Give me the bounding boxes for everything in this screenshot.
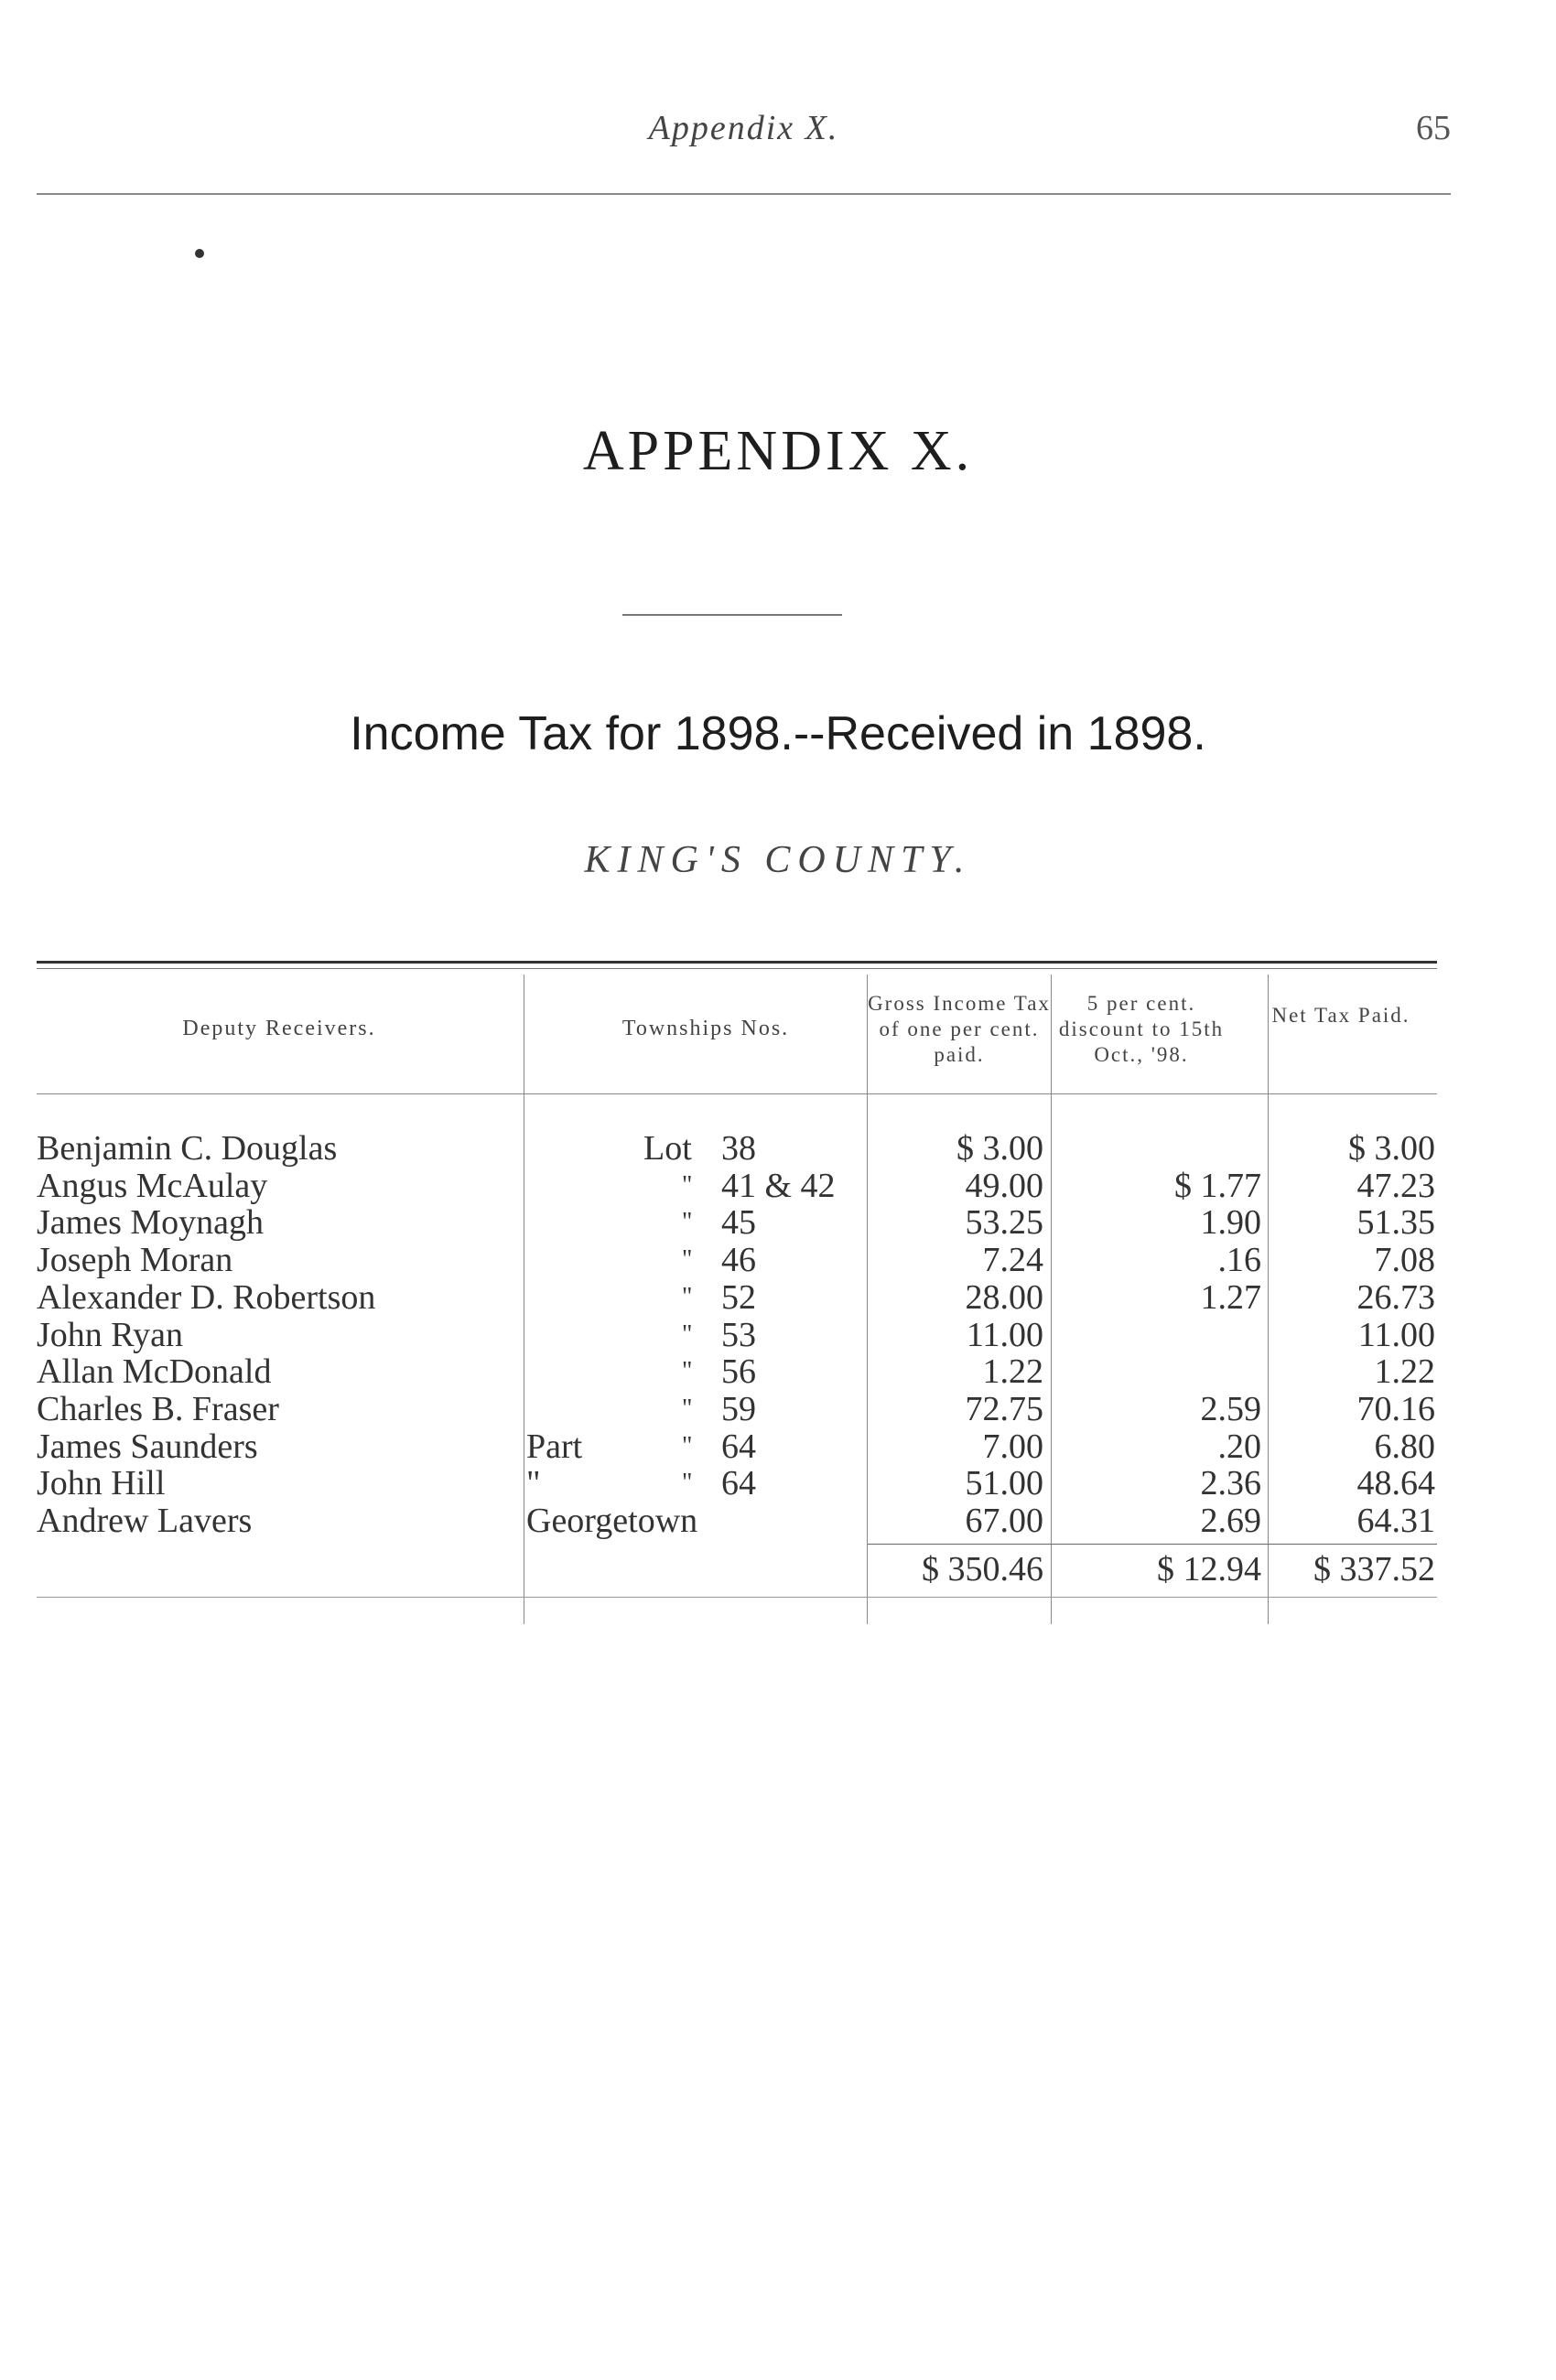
receiver-name: James Moynagh <box>37 1203 265 1242</box>
gross-tax-value: 28.00 <box>965 1278 1043 1317</box>
header-townships: Townships Nos. <box>621 1017 790 1040</box>
receiver-name: Andrew Lavers <box>37 1502 253 1540</box>
net-tax-value: 26.73 <box>1356 1278 1435 1317</box>
receiver-name: Joseph Moran <box>37 1241 233 1279</box>
township-prefix: Georgetown <box>526 1502 698 1540</box>
township-lot: " <box>682 1283 693 1311</box>
net-tax-value: 11.00 <box>1357 1316 1435 1354</box>
gross-tax-value: 1.22 <box>982 1352 1043 1391</box>
net-tax-value: 47.23 <box>1356 1167 1435 1205</box>
receiver-name: Allan McDonald <box>37 1352 272 1391</box>
discount-value: .16 <box>1217 1241 1261 1279</box>
discount-value: 2.69 <box>1200 1502 1261 1540</box>
title-rule <box>622 614 842 616</box>
net-tax-value: 1.22 <box>1374 1352 1435 1391</box>
receiver-name: Benjamin C. Douglas <box>37 1129 338 1168</box>
county-heading: KING'S COUNTY. <box>584 839 972 881</box>
gross-tax-value: 67.00 <box>965 1502 1043 1540</box>
receiver-name: Angus McAulay <box>37 1167 268 1205</box>
discount-value: .20 <box>1217 1427 1261 1466</box>
gross-tax-value: 11.00 <box>966 1316 1043 1354</box>
running-title: Appendix X. <box>648 109 839 147</box>
receiver-name: John Ryan <box>37 1316 183 1354</box>
running-head-rule <box>37 193 1451 195</box>
income-tax-table <box>37 961 1437 1656</box>
township-number: 45 <box>721 1203 756 1242</box>
discount-value: 1.90 <box>1200 1203 1261 1242</box>
header-rule <box>37 1093 1437 1094</box>
township-lot: " <box>682 1395 693 1423</box>
receiver-name: James Saunders <box>37 1427 258 1466</box>
running-head <box>37 108 1451 163</box>
ink-dot <box>195 249 204 258</box>
township-number: 38 <box>721 1129 756 1168</box>
gross-tax-value: 72.75 <box>965 1390 1043 1428</box>
net-tax-value: $ 3.00 <box>1348 1129 1435 1168</box>
appendix-title: APPENDIX X. <box>582 420 974 482</box>
total-gross-tax: $ 350.46 <box>922 1550 1043 1588</box>
township-lot: " <box>682 1208 693 1236</box>
receiver-name: Alexander D. Robertson <box>37 1278 376 1317</box>
township-number: 59 <box>721 1390 756 1428</box>
net-tax-value: 51.35 <box>1356 1203 1435 1242</box>
discount-value: 2.36 <box>1200 1464 1261 1502</box>
township-number: 53 <box>721 1316 756 1354</box>
gross-tax-value: 7.00 <box>982 1427 1043 1466</box>
receiver-name: Charles B. Fraser <box>37 1390 279 1428</box>
township-lot: " <box>682 1171 693 1200</box>
total-net-tax: $ 337.52 <box>1313 1550 1435 1588</box>
gross-tax-value: 51.00 <box>965 1464 1043 1502</box>
township-lot: Lot <box>643 1129 692 1168</box>
township-number: 52 <box>721 1278 756 1317</box>
table-top-rule-thin <box>37 968 1437 969</box>
totals-rule <box>868 1544 1437 1545</box>
column-divider-4 <box>1268 975 1269 1624</box>
township-number: 56 <box>721 1352 756 1391</box>
discount-value: 2.59 <box>1200 1390 1261 1428</box>
header-net-tax: Net Tax Paid. <box>1271 1004 1410 1027</box>
township-prefix: " <box>526 1464 541 1502</box>
table-top-rule <box>37 961 1437 964</box>
township-number: 64 <box>721 1427 756 1466</box>
gross-tax-value: 49.00 <box>965 1167 1043 1205</box>
table-bottom-rule <box>37 1597 1437 1598</box>
header-discount: 5 per cent. discount to 15th Oct., '98. <box>1058 992 1225 1066</box>
receiver-name: John Hill <box>37 1464 166 1502</box>
net-tax-value: 6.80 <box>1374 1427 1435 1466</box>
township-number: 64 <box>721 1464 756 1502</box>
net-tax-value: 48.64 <box>1356 1464 1435 1502</box>
discount-value: 1.27 <box>1200 1278 1261 1317</box>
gross-tax-value: 53.25 <box>965 1203 1043 1242</box>
net-tax-value: 64.31 <box>1356 1502 1435 1540</box>
gross-tax-value: $ 3.00 <box>956 1129 1043 1168</box>
township-lot: " <box>682 1245 693 1274</box>
header-deputy-receivers: Deputy Receivers. <box>182 1017 376 1040</box>
township-lot: " <box>682 1432 693 1460</box>
total-discount: $ 12.94 <box>1157 1550 1261 1588</box>
township-prefix: Part <box>526 1427 583 1466</box>
header-gross-tax: Gross Income Tax of one per cent. paid. <box>868 992 1051 1066</box>
township-lot: " <box>682 1320 693 1349</box>
page-number: 65 <box>1416 109 1451 147</box>
table-subtitle: Income Tax for 1898.--Received in 1898. <box>350 707 1206 760</box>
net-tax-value: 70.16 <box>1356 1390 1435 1428</box>
township-lot: " <box>682 1357 693 1385</box>
net-tax-value: 7.08 <box>1374 1241 1435 1279</box>
township-lot: " <box>682 1469 693 1497</box>
column-divider-3 <box>1051 975 1052 1624</box>
township-number: 46 <box>721 1241 756 1279</box>
township-number: 41 & 42 <box>721 1167 836 1205</box>
gross-tax-value: 7.24 <box>982 1241 1043 1279</box>
discount-value: $ 1.77 <box>1174 1167 1261 1205</box>
